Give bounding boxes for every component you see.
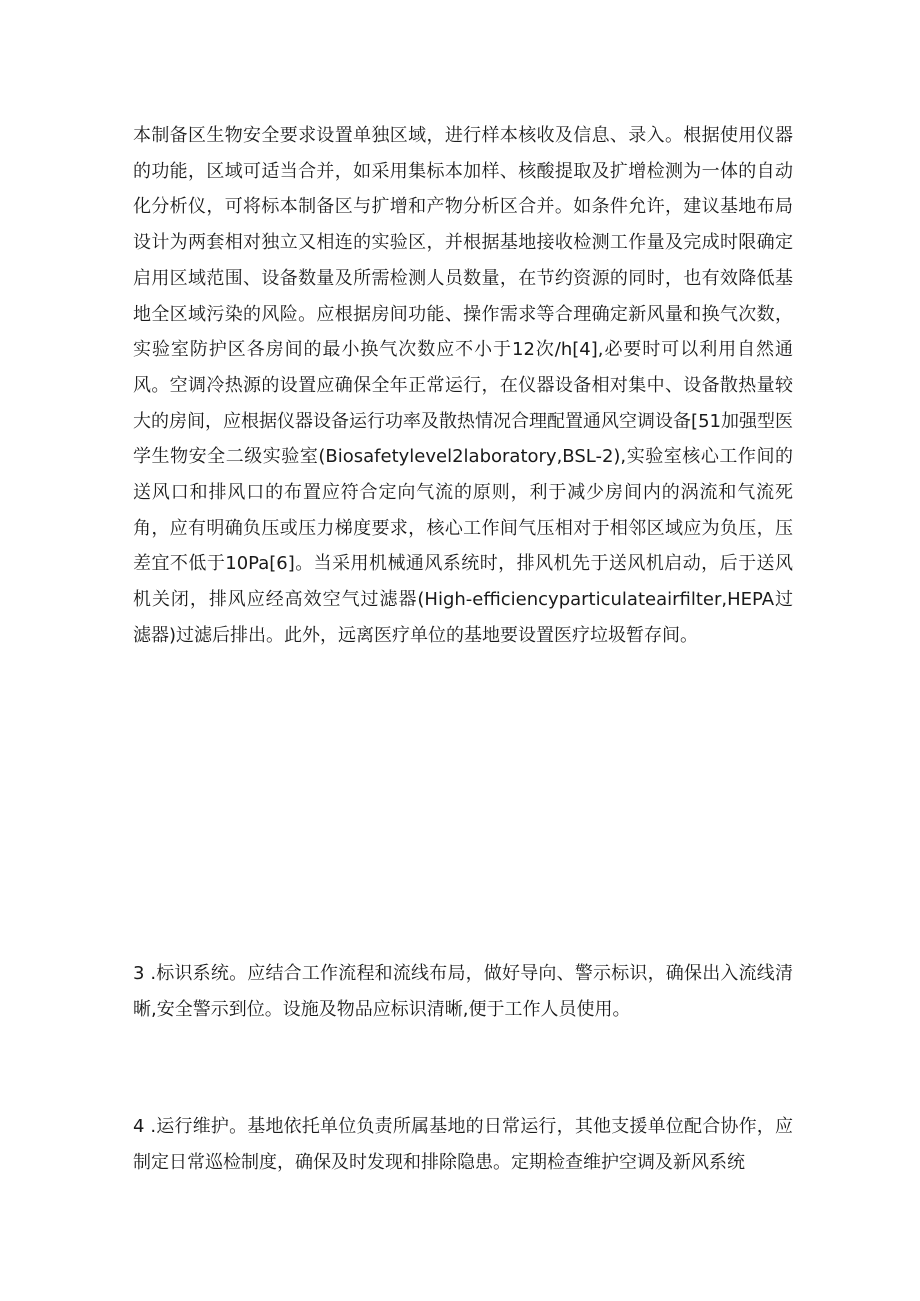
- body-paragraph-lab-design: 本制备区生物安全要求设置单独区域，进行样本核收及信息、录入。根据使用仪器的功能，区域可适当合并，如采用集标本加样、核酸提取及扩增检测为一体的自动化分析仪，可将标本制备区与扩增和产物分析区合并。如条件允许，建议基地布局设计为两套相对独立又相连的实验区，并根据基地接收检测工作量及完成时限确定启用区域范围、设备数量及所需检测人员数量，在节约资源的同时，也有效降低基地全区域污染的风险。应根据房间功能、操作需求等合理确定新风量和换气次数，实验室防护区各房间的最小换气次数应不小于12次/h[4],必要时可以利用自然通风。空调冷热源的设置应确保全年正常运行，在仪器设备相对集中、设备散热量较大的房间，应根据仪器设备运行功率及散热情况合理配置通风空调设备[51加强型医学生物安全二级实验室(Biosafetylevel2laboratory,BSL-2),实验室核心工作间的送风口和排风口的布置应符合定向气流的原则，利于减少房间内的涡流和气流死角，应有明确负压或压力梯度要求，核心工作间气压相对于相邻区域应为负压，压差宜不低于10Pa[6]。当采用机械通风系统时，排风机先于送风机启动，后于送风机关闭，排风应经高效空气过滤器(High-efficiencyparticulateairfilter,HEPA过滤器)过滤后排出。此外，远离医疗单位的基地要设置医疗垃圾暂存间。: [133, 125, 793, 646]
- body-paragraph-signage-system: 3 .标识系统。应结合工作流程和流线布局，做好导向、警示标识，确保出入流线清晰,安全警示到位。设施及物品应标识清晰,便于工作人员使用。: [133, 963, 793, 1020]
- body-paragraph-operation-maintenance: 4 .运行维护。基地依托单位负责所属基地的日常运行，其他支援单位配合协作，应制定日常巡检制度，确保及时发现和排除隐患。定期检查维护空调及新风系统: [133, 1116, 793, 1173]
